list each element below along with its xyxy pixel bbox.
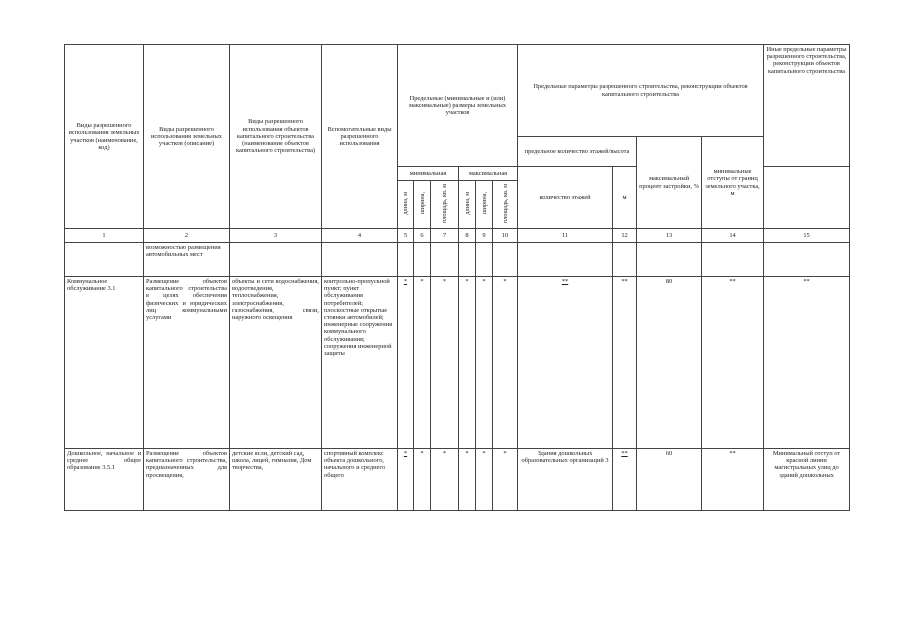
cell-max-percent: 60 <box>637 449 702 511</box>
cell-min-length: * <box>398 449 414 511</box>
header-land-use-description: Виды разрешенного использования земельных участков (описание) <box>144 45 230 229</box>
cell-value <box>431 243 459 277</box>
col-number: 10 <box>493 229 518 243</box>
col-number: 4 <box>322 229 398 243</box>
cell-use-description: возможностью размещения автомобильных мест <box>144 243 230 277</box>
header-max-percent: максимальный процент застройки, % <box>637 137 702 229</box>
col-number: 6 <box>414 229 431 243</box>
header-max-length: длина, м <box>463 192 471 215</box>
header-other-empty <box>764 167 850 229</box>
header-floors-height: предельное количество этажей/высота <box>518 137 637 167</box>
col-number: 3 <box>230 229 322 243</box>
cell-max-length: * <box>459 449 476 511</box>
cell-construction-use <box>230 243 322 277</box>
cell-value <box>518 243 613 277</box>
col-number: 14 <box>702 229 764 243</box>
cell-construction-use: объекты и сети водоснабжения, водоотведения, теплоснабжения, электроснабжения, газоснабжения, связи, наружного освещения <box>230 277 322 449</box>
header-m: м <box>613 167 637 229</box>
header-max-area-cell <box>493 181 518 229</box>
header-min-setback: минимальные отступы от границ земельного участка, м <box>702 137 764 229</box>
cell-value <box>493 243 518 277</box>
cell-value <box>613 243 637 277</box>
cell-max-area: * <box>493 449 518 511</box>
cell-floors: ** <box>518 277 613 449</box>
header-max-width-cell <box>476 181 493 229</box>
header-land-use-name: Виды разрешенного использования земельных участков (наименование, код) <box>65 45 144 229</box>
header-max: максимальная <box>459 167 518 181</box>
cell-use-description: Размещение объектов капитального строительства в целях обеспечения физических и юридических лиц коммунальными услугами <box>144 277 230 449</box>
header-construction-use: Виды разрешенного использования объектов капитального строительства (наименование объектов капитального строительства) <box>230 45 322 229</box>
col-number: 15 <box>764 229 850 243</box>
cell-max-area: * <box>493 277 518 449</box>
header-max-area: площадь, кв. м <box>501 183 509 223</box>
cell-value <box>476 243 493 277</box>
header-floors-count: количество этажей <box>518 167 613 229</box>
header-min-length: длина, м <box>402 192 409 215</box>
col-number: 7 <box>431 229 459 243</box>
table-row <box>65 449 850 511</box>
cell-use-description: Размещение объектов капитального строительства, предназначенных для просвещения, <box>144 449 230 511</box>
cell-min-area: * <box>431 277 459 449</box>
cell-min-setback: ** <box>702 449 764 511</box>
cell-max-percent: 80 <box>637 277 702 449</box>
land-use-regulations-table <box>64 44 850 511</box>
cell-value <box>702 243 764 277</box>
cell-min-width: * <box>414 449 431 511</box>
cell-max-length: * <box>459 277 476 449</box>
cell-other: Минимальный отступ от красной линии магистральных улиц до зданий дошкольных <box>764 449 850 511</box>
header-min: минимальная <box>398 167 459 181</box>
cell-max-width: * <box>476 277 493 449</box>
cell-value <box>764 243 850 277</box>
cell-value <box>414 243 431 277</box>
column-numbers-row <box>65 229 850 243</box>
cell-use-name <box>65 243 144 277</box>
header-auxiliary-use: Вспомогательные виды разрешенного использования <box>322 45 398 229</box>
col-number: 13 <box>637 229 702 243</box>
header-plot-size-limits: Предельные (минимальные и (или) максимальные) размеры земельных участков <box>398 45 518 167</box>
cell-min-setback: ** <box>702 277 764 449</box>
cell-use-name: Дошкольное, начальное и среднее общее образование 3.5.1 <box>65 449 144 511</box>
cell-min-area: * <box>431 449 459 511</box>
cell-floors: Здания дошкольных образовательных организаций 3 <box>518 449 613 511</box>
col-number: 12 <box>613 229 637 243</box>
cell-construction-use: детские ясли, детский сад, школа, лицей, гимназия, Дом творчества, <box>230 449 322 511</box>
table-row <box>65 243 850 277</box>
col-number: 5 <box>398 229 414 243</box>
cell-value <box>459 243 476 277</box>
cell-auxiliary-use <box>322 243 398 277</box>
header-max-length-cell <box>459 181 476 229</box>
header-min-area-cell <box>431 181 459 229</box>
header-min-length-cell <box>398 181 414 229</box>
col-number: 9 <box>476 229 493 243</box>
col-number: 2 <box>144 229 230 243</box>
col-number: 11 <box>518 229 613 243</box>
header-construction-params: Предельные параметры разрешенного строительства, реконструкции объектов капитального строительства <box>518 45 764 137</box>
col-number: 8 <box>459 229 476 243</box>
cell-min-length: * <box>398 277 414 449</box>
cell-value <box>637 243 702 277</box>
cell-height: ** <box>613 449 637 511</box>
header-min-width-cell <box>414 181 431 229</box>
cell-max-width: * <box>476 449 493 511</box>
cell-auxiliary-use: спортивный комплекс объекта дошкольного, начального и среднего общего <box>322 449 398 511</box>
header-min-area: площадь, кв. м <box>441 183 448 223</box>
col-number: 1 <box>65 229 144 243</box>
cell-value <box>398 243 414 277</box>
cell-other: ** <box>764 277 850 449</box>
header-other-params: Иные предельные параметры разрешенного строительства, реконструкции объектов капитального строительства <box>764 45 850 167</box>
cell-height: ** <box>613 277 637 449</box>
table-row <box>65 277 850 449</box>
cell-use-name: Коммунальное обслуживание 3.1 <box>65 277 144 449</box>
header-max-width: ширина, <box>480 192 488 215</box>
header-min-width: ширина, <box>418 192 426 215</box>
cell-auxiliary-use: контрольно-пропускной пункт; пункт обслуживания потребителей; плоскостные открытые стоянки автомобилей; инженерные сооружения коммунального обслуживания; сооружения инженерной защиты <box>322 277 398 449</box>
cell-min-width: * <box>414 277 431 449</box>
